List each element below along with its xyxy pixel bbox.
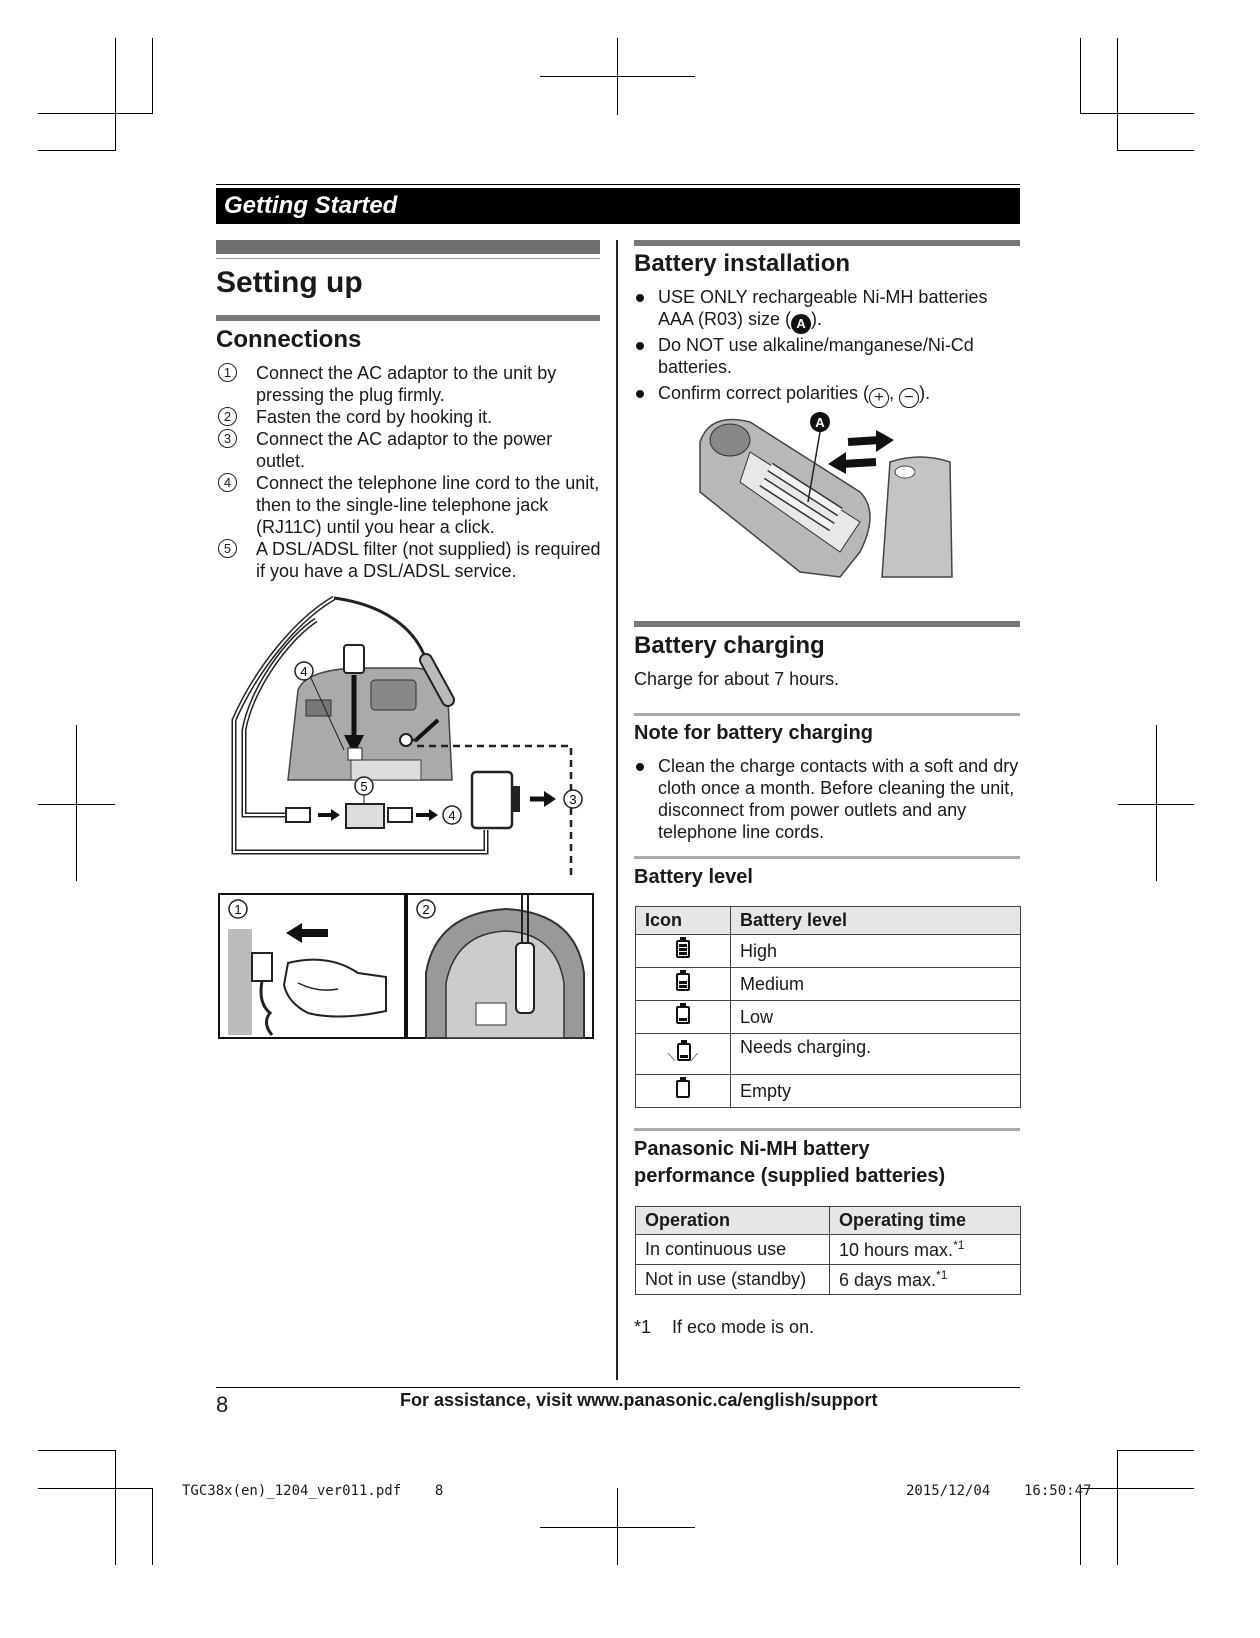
list-item: Confirm correct polarities ( + , − ).	[634, 382, 1020, 408]
column-divider	[616, 240, 618, 1380]
page-number: 8	[216, 1392, 229, 1417]
table-row: ⟍ ⟋ Needs charging.	[636, 1034, 1021, 1075]
print-file-name: TGC38x(en)_1204_ver011.pdf 8	[182, 1483, 444, 1499]
step-number: 4	[218, 473, 237, 492]
list-item: 2 Fasten the cord by hooking it.	[216, 406, 606, 428]
table-row: Medium	[636, 968, 1021, 1001]
table-row: High	[636, 935, 1021, 968]
col-level-header: Battery level	[731, 907, 1021, 935]
list-item: 5 A DSL/ADSL filter (not supplied) is required if you have a DSL/ADSL service.	[216, 538, 606, 582]
battery-low-icon	[676, 1006, 690, 1024]
panel-label-1: 1	[234, 902, 242, 917]
battery-medium-icon	[676, 973, 690, 991]
connections-heading: Connections	[216, 326, 362, 353]
battery-flashing-icon	[677, 1043, 691, 1061]
table-row: Low	[636, 1001, 1021, 1034]
battery-empty-icon	[676, 1080, 690, 1098]
footnote: *1 If eco mode is on.	[634, 1317, 815, 1337]
col-operation-header: Operation	[636, 1207, 830, 1235]
list-item: 1 Connect the AC adaptor to the unit by pressing the plug firmly.	[216, 362, 606, 406]
diagram-label-3: 3	[569, 792, 577, 807]
battery-full-icon	[676, 940, 690, 958]
battery-installation-heading: Battery installation	[634, 250, 851, 277]
battery-install-figure	[690, 412, 966, 582]
battery-level-heading: Battery level	[634, 866, 753, 888]
plus-polarity-icon: +	[869, 388, 889, 408]
minus-polarity-icon: −	[899, 388, 919, 408]
col-time-header: Operating time	[830, 1207, 1021, 1235]
page-title: Setting up	[216, 266, 363, 299]
flash-lines-icon: ⟍	[667, 1051, 677, 1064]
table-header-row	[636, 1207, 1021, 1235]
list-item: USE ONLY rechargeable Ni-MH batteries AAA (R03) size ( A ).	[634, 286, 1020, 334]
performance-heading: Panasonic Ni-MH battery performance (supplied batteries)	[634, 1138, 946, 1187]
plug-detail-figure	[218, 893, 406, 1039]
note-heading: Note for battery charging	[634, 722, 873, 744]
battery-level-table	[635, 906, 1021, 1108]
connection-diagram	[216, 590, 606, 890]
note-bullets	[634, 755, 1020, 843]
print-timestamp: 2015/12/04 16:50:47	[906, 1483, 1092, 1499]
list-item: Do NOT use alkaline/manganese/Ni-Cd batteries.	[634, 334, 1020, 378]
installation-bullets	[634, 286, 1020, 408]
figure-callout-a: A	[815, 415, 825, 430]
step-number: 2	[218, 407, 237, 426]
diagram-label-4: 4	[300, 664, 308, 679]
charging-text: Charge for about 7 hours.	[634, 669, 840, 689]
cord-hook-figure	[406, 893, 594, 1039]
performance-table	[635, 1206, 1021, 1295]
list-item: 4 Connect the telephone line cord to the unit, then to the single-line telephone jack (RJ11C) until you hear a click.	[216, 472, 606, 538]
table-row: Empty	[636, 1075, 1021, 1108]
panel-label-2: 2	[422, 902, 430, 917]
diagram-label-5: 5	[360, 779, 368, 794]
connection-steps	[216, 362, 606, 582]
battery-charging-heading: Battery charging	[634, 632, 825, 659]
section-header: Getting Started	[216, 188, 1020, 224]
diagram-label-4b: 4	[448, 808, 456, 823]
step-number: 1	[218, 363, 237, 382]
list-item: 3 Connect the AC adaptor to the power outlet.	[216, 428, 606, 472]
table-header-row	[636, 907, 1021, 935]
assistance-text: For assistance, visit www.panasonic.ca/english/support	[400, 1390, 878, 1410]
table-row: In continuous use 10 hours max.$^{*1}$	[636, 1235, 1021, 1265]
flash-lines-icon: ⟋	[690, 1051, 699, 1064]
col-icon-header: Icon	[636, 907, 731, 935]
list-item: Clean the charge contacts with a soft and dry cloth once a month. Before cleaning the unit, disconnect from power outlets and any telephone line cords.	[634, 755, 1020, 843]
table-row: Not in use (standby) 6 days max.$^{*1}$	[636, 1265, 1021, 1295]
callout-a-icon: A	[791, 314, 811, 334]
step-number: 5	[218, 539, 237, 558]
step-number: 3	[218, 429, 237, 448]
